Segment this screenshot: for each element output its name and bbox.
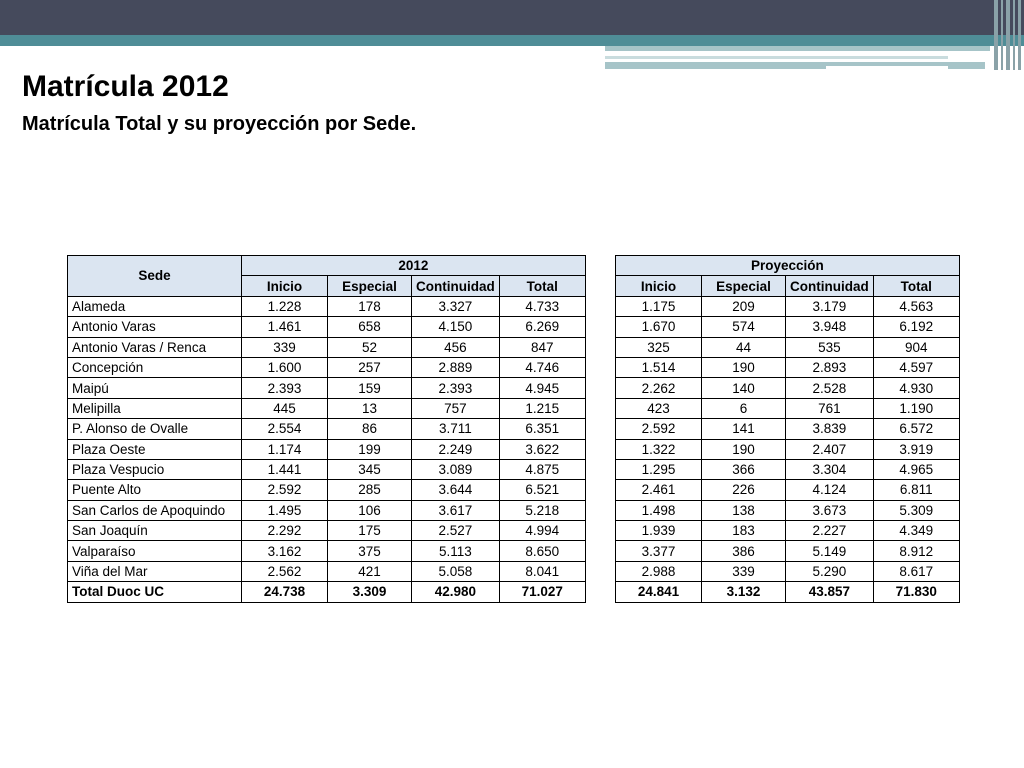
- value-cell: 658: [328, 317, 412, 337]
- table-row: [616, 480, 960, 500]
- value-cell: 285: [328, 480, 412, 500]
- table-row: [68, 296, 586, 316]
- table-proyeccion: [615, 255, 960, 603]
- value-cell: 13: [328, 398, 412, 418]
- value-cell: 52: [328, 337, 412, 357]
- value-cell: 5.309: [873, 500, 959, 520]
- value-cell: 8.912: [873, 541, 959, 561]
- sede-cell: Total Duoc UC: [68, 582, 242, 602]
- decor-bar: [1013, 0, 1015, 70]
- value-cell: 1.174: [242, 439, 328, 459]
- table-row: [68, 378, 586, 398]
- value-cell: 183: [702, 521, 786, 541]
- decor-bar: [1001, 0, 1003, 70]
- total-row: [68, 582, 586, 602]
- value-cell: 2.393: [412, 378, 500, 398]
- sede-cell: Puente Alto: [68, 480, 242, 500]
- column-header: Inicio: [616, 276, 702, 296]
- value-cell: 1.228: [242, 296, 328, 316]
- sede-cell: Antonio Varas: [68, 317, 242, 337]
- value-cell: 761: [786, 398, 874, 418]
- light-stripe: [605, 46, 990, 51]
- value-cell: 339: [702, 561, 786, 581]
- table-row: [616, 521, 960, 541]
- value-cell: 2.262: [616, 378, 702, 398]
- value-cell: 2.292: [242, 521, 328, 541]
- value-cell: 178: [328, 296, 412, 316]
- value-cell: 3.622: [499, 439, 585, 459]
- value-cell: 44: [702, 337, 786, 357]
- value-cell: 3.377: [616, 541, 702, 561]
- value-cell: 4.875: [499, 459, 585, 479]
- sede-cell: Alameda: [68, 296, 242, 316]
- value-cell: 8.617: [873, 561, 959, 581]
- value-cell: 3.162: [242, 541, 328, 561]
- value-cell: 3.644: [412, 480, 500, 500]
- table-row: [616, 337, 960, 357]
- sede-header: Sede: [68, 256, 242, 297]
- value-cell: 86: [328, 419, 412, 439]
- white-stripe: [826, 66, 948, 70]
- value-cell: 6.192: [873, 317, 959, 337]
- value-cell: 4.124: [786, 480, 874, 500]
- group-header-proyeccion: Proyección: [616, 256, 960, 276]
- value-cell: 4.150: [412, 317, 500, 337]
- column-header: Inicio: [242, 276, 328, 296]
- value-cell: 2.393: [242, 378, 328, 398]
- value-cell: 226: [702, 480, 786, 500]
- value-cell: 2.554: [242, 419, 328, 439]
- value-cell: 5.149: [786, 541, 874, 561]
- value-cell: 43.857: [786, 582, 874, 602]
- value-cell: 5.218: [499, 500, 585, 520]
- sede-cell: San Carlos de Apoquindo: [68, 500, 242, 520]
- value-cell: 4.930: [873, 378, 959, 398]
- value-cell: 325: [616, 337, 702, 357]
- value-cell: 4.994: [499, 521, 585, 541]
- value-cell: 375: [328, 541, 412, 561]
- sede-cell: Maipú: [68, 378, 242, 398]
- value-cell: 138: [702, 500, 786, 520]
- value-cell: 3.948: [786, 317, 874, 337]
- table-row: [616, 439, 960, 459]
- table-row: [616, 317, 960, 337]
- decor-bar: [1018, 0, 1021, 70]
- value-cell: 4.349: [873, 521, 959, 541]
- value-cell: 140: [702, 378, 786, 398]
- table-row: [616, 296, 960, 316]
- table-row: [68, 480, 586, 500]
- value-cell: 199: [328, 439, 412, 459]
- value-cell: 1.461: [242, 317, 328, 337]
- table-row: [616, 419, 960, 439]
- value-cell: 4.563: [873, 296, 959, 316]
- decor-bar: [994, 0, 998, 70]
- value-cell: 3.919: [873, 439, 959, 459]
- value-cell: 4.965: [873, 459, 959, 479]
- value-cell: 2.527: [412, 521, 500, 541]
- value-cell: 1.498: [616, 500, 702, 520]
- value-cell: 6.521: [499, 480, 585, 500]
- value-cell: 6.572: [873, 419, 959, 439]
- table-row: [616, 378, 960, 398]
- value-cell: 175: [328, 521, 412, 541]
- value-cell: 535: [786, 337, 874, 357]
- value-cell: 2.893: [786, 357, 874, 377]
- value-cell: 4.945: [499, 378, 585, 398]
- table-row: [68, 521, 586, 541]
- value-cell: 42.980: [412, 582, 500, 602]
- value-cell: 8.650: [499, 541, 585, 561]
- value-cell: 421: [328, 561, 412, 581]
- sede-cell: P. Alonso de Ovalle: [68, 419, 242, 439]
- column-header: Continuidad: [786, 276, 874, 296]
- table-2012: [67, 255, 586, 603]
- value-cell: 757: [412, 398, 500, 418]
- value-cell: 2.461: [616, 480, 702, 500]
- value-cell: 2.249: [412, 439, 500, 459]
- value-cell: 2.227: [786, 521, 874, 541]
- value-cell: 2.562: [242, 561, 328, 581]
- value-cell: 5.113: [412, 541, 500, 561]
- value-cell: 71.027: [499, 582, 585, 602]
- value-cell: 3.179: [786, 296, 874, 316]
- value-cell: 574: [702, 317, 786, 337]
- value-cell: 2.988: [616, 561, 702, 581]
- sede-cell: Plaza Vespucio: [68, 459, 242, 479]
- value-cell: 3.304: [786, 459, 874, 479]
- sede-cell: Plaza Oeste: [68, 439, 242, 459]
- value-cell: 445: [242, 398, 328, 418]
- column-header: Total: [499, 276, 585, 296]
- value-cell: 339: [242, 337, 328, 357]
- value-cell: 6.351: [499, 419, 585, 439]
- value-cell: 6.269: [499, 317, 585, 337]
- sede-cell: Viña del Mar: [68, 561, 242, 581]
- teal-stripe: [0, 35, 1024, 46]
- value-cell: 141: [702, 419, 786, 439]
- sede-cell: San Joaquín: [68, 521, 242, 541]
- sede-cell: Melipilla: [68, 398, 242, 418]
- value-cell: 2.889: [412, 357, 500, 377]
- value-cell: 1.175: [616, 296, 702, 316]
- value-cell: 2.528: [786, 378, 874, 398]
- top-banner: [0, 0, 1024, 35]
- table-row: [616, 500, 960, 520]
- value-cell: 190: [702, 357, 786, 377]
- value-cell: 6: [702, 398, 786, 418]
- decor-bar: [1006, 0, 1010, 70]
- value-cell: 345: [328, 459, 412, 479]
- table-row: [68, 419, 586, 439]
- value-cell: 3.711: [412, 419, 500, 439]
- value-cell: 1.600: [242, 357, 328, 377]
- table-row: [616, 561, 960, 581]
- value-cell: 3.132: [702, 582, 786, 602]
- value-cell: 8.041: [499, 561, 585, 581]
- value-cell: 366: [702, 459, 786, 479]
- value-cell: 1.670: [616, 317, 702, 337]
- column-header: Especial: [328, 276, 412, 296]
- value-cell: 1.215: [499, 398, 585, 418]
- value-cell: 106: [328, 500, 412, 520]
- page-title: Matrícula 2012: [22, 70, 229, 103]
- value-cell: 24.738: [242, 582, 328, 602]
- value-cell: 3.309: [328, 582, 412, 602]
- value-cell: 4.746: [499, 357, 585, 377]
- light-stripe: [605, 56, 948, 59]
- sede-cell: Valparaíso: [68, 541, 242, 561]
- value-cell: 5.058: [412, 561, 500, 581]
- table-row: [68, 439, 586, 459]
- value-cell: 386: [702, 541, 786, 561]
- table-row: [616, 398, 960, 418]
- value-cell: 2.407: [786, 439, 874, 459]
- page-subtitle: Matrícula Total y su proyección por Sede.: [22, 113, 417, 135]
- value-cell: 5.290: [786, 561, 874, 581]
- value-cell: 1.939: [616, 521, 702, 541]
- value-cell: 904: [873, 337, 959, 357]
- table-row: [616, 357, 960, 377]
- value-cell: 3.327: [412, 296, 500, 316]
- value-cell: 456: [412, 337, 500, 357]
- column-header: Especial: [702, 276, 786, 296]
- group-header-2012: 2012: [242, 256, 586, 276]
- value-cell: 4.733: [499, 296, 585, 316]
- sede-cell: Concepción: [68, 357, 242, 377]
- value-cell: 209: [702, 296, 786, 316]
- total-row: [616, 582, 960, 602]
- value-cell: 3.089: [412, 459, 500, 479]
- table-row: [68, 357, 586, 377]
- table-row: [68, 561, 586, 581]
- value-cell: 3.617: [412, 500, 500, 520]
- table-row: [68, 459, 586, 479]
- value-cell: 257: [328, 357, 412, 377]
- table-row: [68, 337, 586, 357]
- value-cell: 1.514: [616, 357, 702, 377]
- value-cell: 2.592: [242, 480, 328, 500]
- table-row: [616, 459, 960, 479]
- value-cell: 1.322: [616, 439, 702, 459]
- value-cell: 6.811: [873, 480, 959, 500]
- value-cell: 423: [616, 398, 702, 418]
- column-header: Total: [873, 276, 959, 296]
- sede-cell: Antonio Varas / Renca: [68, 337, 242, 357]
- value-cell: 1.441: [242, 459, 328, 479]
- value-cell: 3.839: [786, 419, 874, 439]
- value-cell: 847: [499, 337, 585, 357]
- value-cell: 2.592: [616, 419, 702, 439]
- value-cell: 159: [328, 378, 412, 398]
- value-cell: 1.190: [873, 398, 959, 418]
- table-row: [68, 541, 586, 561]
- value-cell: 3.673: [786, 500, 874, 520]
- value-cell: 1.295: [616, 459, 702, 479]
- table-row: [68, 500, 586, 520]
- table-row: [68, 398, 586, 418]
- value-cell: 1.495: [242, 500, 328, 520]
- value-cell: 190: [702, 439, 786, 459]
- value-cell: 71.830: [873, 582, 959, 602]
- value-cell: 24.841: [616, 582, 702, 602]
- table-row: [68, 317, 586, 337]
- column-header: Continuidad: [412, 276, 500, 296]
- table-row: [616, 541, 960, 561]
- value-cell: 4.597: [873, 357, 959, 377]
